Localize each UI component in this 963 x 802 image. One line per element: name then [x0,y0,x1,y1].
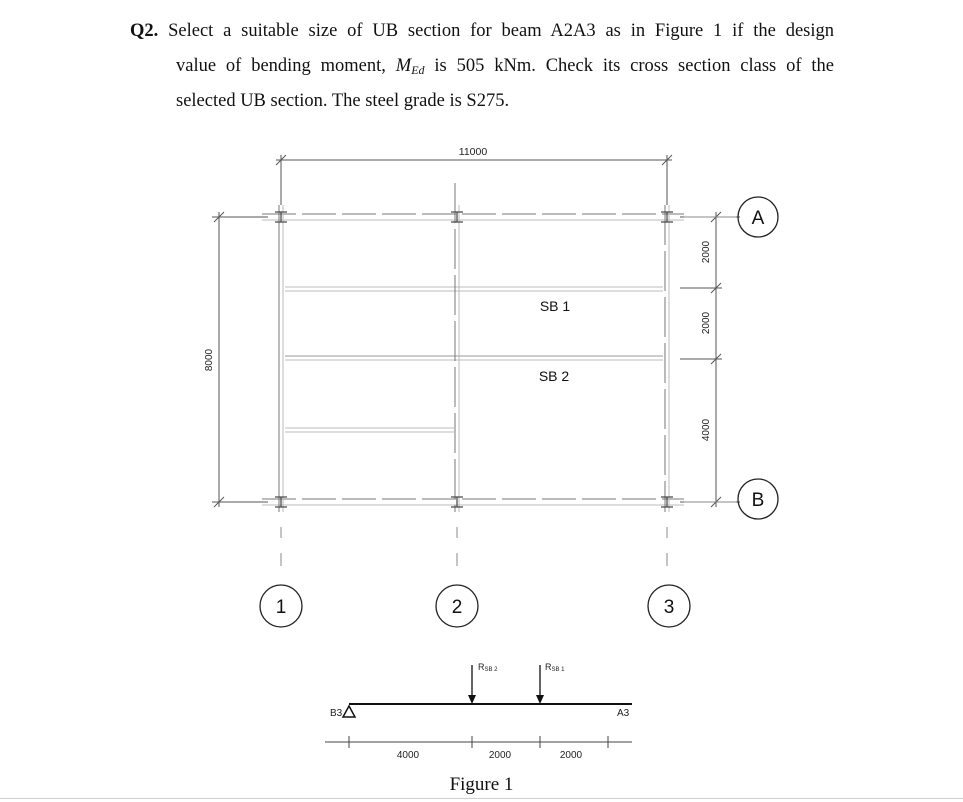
top-dimension-line [276,155,672,205]
figure-caption: Figure 1 [449,774,514,795]
pin-support-icon [343,706,355,717]
grid-label-a: A [751,208,765,229]
question-text-2b: is 505 kNm. Check its cross section class of the [434,56,834,76]
load-label-sb2: RSB 2 [478,662,498,673]
grid-label-1: 1 [275,597,287,618]
grid-label-2: 2 [451,597,463,618]
beam-dimension-2: 2000 [488,750,512,761]
grid-leaders [281,217,736,566]
left-dimension-label: 8000 [204,348,215,372]
question-text-1: Select a suitable size of UB section for beam A2A3 as in Figure 1 if the design [168,21,835,41]
load-arrowhead-sb2 [468,695,476,704]
right-dimension-label-3: 4000 [701,418,712,442]
question-number: Q2. [130,21,159,41]
grid-label-3: 3 [663,597,675,618]
right-dimension-label-1: 2000 [701,240,712,264]
question-text-2a: value of bending moment, [176,56,386,76]
moment-subscript: Ed [411,63,425,77]
grid-label-b: B [751,490,765,511]
floor-plan [204,146,778,627]
support-label-right: A3 [617,708,630,719]
beam-dimension-1: 4000 [396,750,420,761]
load-arrowhead-sb1 [536,695,544,704]
beam-dimension-line [325,736,632,748]
beam-diagram [325,662,632,761]
right-dimension-label-2: 2000 [701,311,712,335]
secondary-beams [285,287,663,432]
support-label-left: B3 [330,708,343,719]
beam-label-sb2: SB 2 [538,368,570,384]
beam-dimension-3: 2000 [559,750,583,761]
moment-symbol: M [395,56,412,76]
question-line-3: selected UB section. The steel grade is S275. [176,91,510,111]
column-lines [279,183,669,512]
load-label-sb1: RSB 1 [545,662,565,673]
left-dimension-line [212,212,268,507]
page-divider [0,798,963,799]
beam-label-sb1: SB 1 [539,298,571,314]
top-dimension-label: 11000 [458,146,488,158]
